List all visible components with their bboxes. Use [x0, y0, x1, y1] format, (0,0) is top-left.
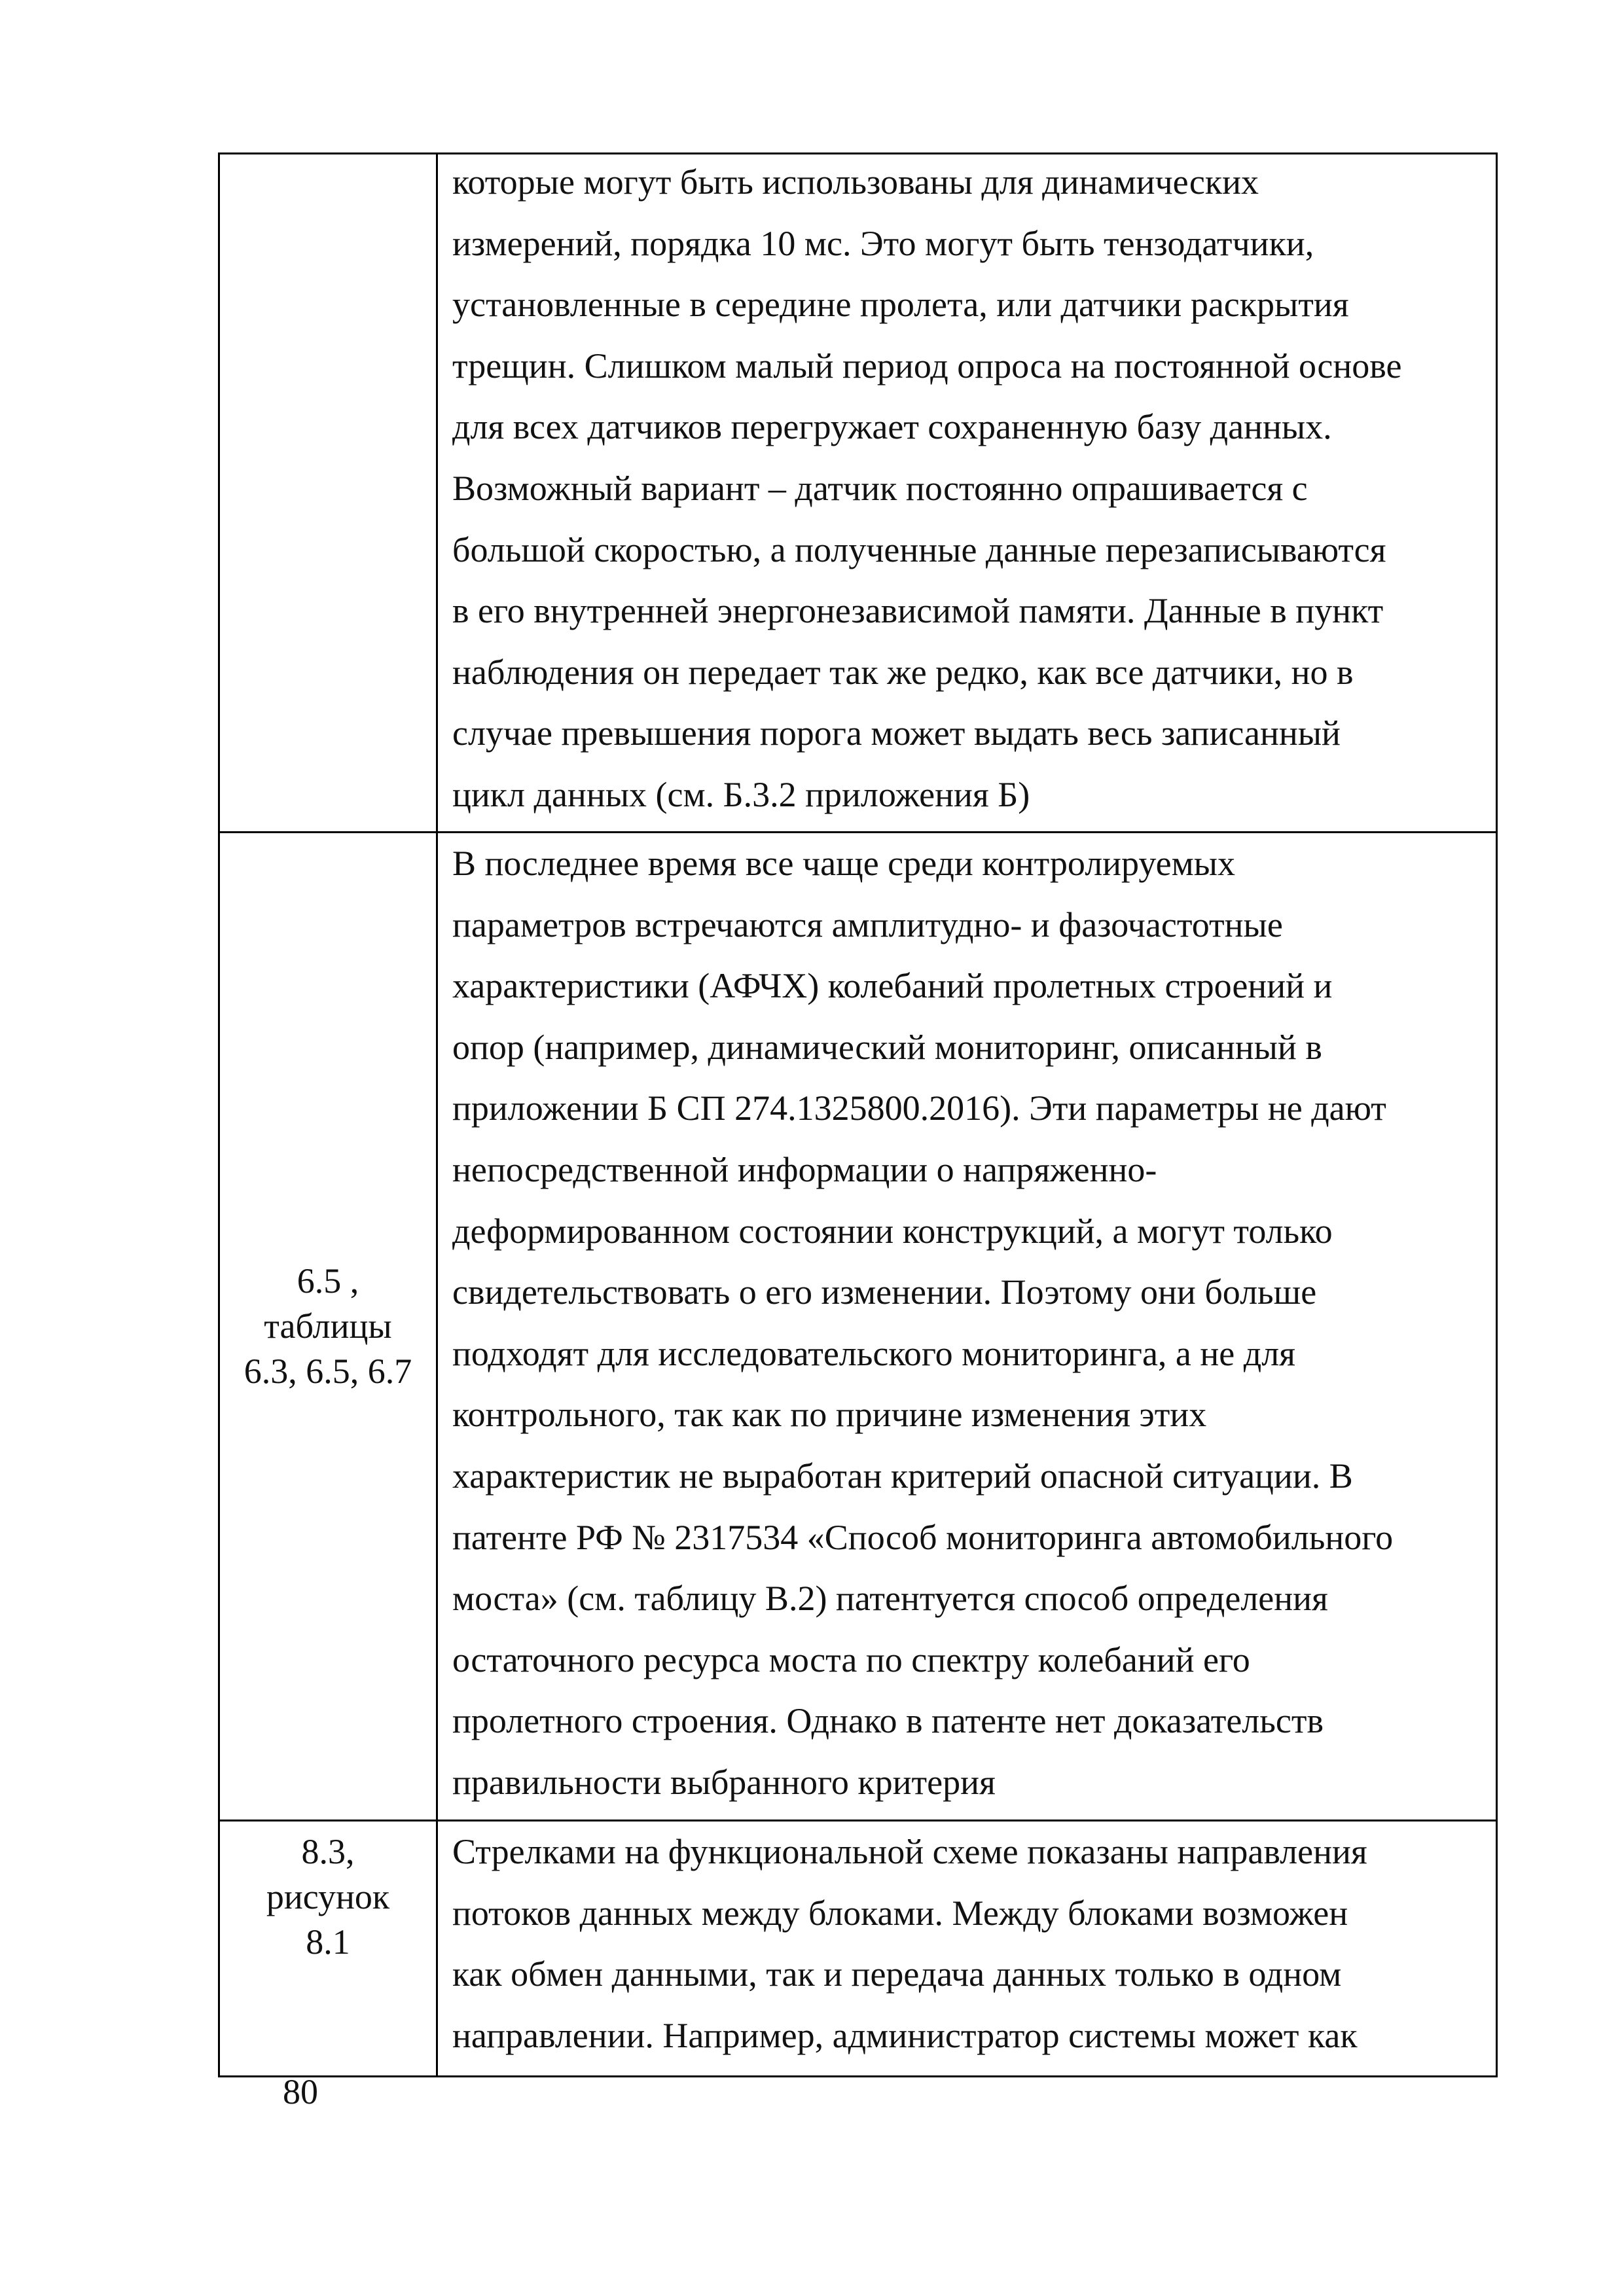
ref-line: 6.5 , — [297, 1261, 359, 1300]
table-text-cell — [437, 833, 1497, 1821]
table-row — [219, 833, 1497, 1821]
text-line: которые могут быть использованы для динамических — [452, 162, 1259, 202]
ref-line: 8.3, — [301, 1832, 355, 1871]
text-line: пролетного строения. Однако в патенте нет доказательств — [452, 1701, 1324, 1741]
text-line: трещин. Слишком малый период опроса на постоянной основе — [452, 346, 1402, 386]
text-line: большой скоростью, а полученные данные перезаписываются — [452, 529, 1386, 569]
table-ref-cell — [219, 154, 437, 833]
text-line: моста» (см. таблицу В.2) патентуется способ определения — [452, 1579, 1328, 1619]
text-line: непосредственной информации о напряженно- — [452, 1149, 1157, 1189]
ref-line: 6.3, 6.5, 6.7 — [244, 1352, 412, 1391]
text-line: приложении Б СП 274.1325800.2016). Эти параметры не дают — [452, 1088, 1386, 1128]
text-line: деформированном состоянии конструкций, а могут только — [452, 1211, 1333, 1251]
text-line: Возможный вариант – датчик постоянно опрашивается с — [452, 468, 1308, 508]
text-line: Стрелками на функциональной схеме показаны направления — [452, 1832, 1367, 1871]
text-line: В последнее время все чаще среди контролируемых — [452, 844, 1236, 883]
ref-line: 8.1 — [306, 1922, 350, 1962]
table-text-cell — [437, 1821, 1497, 2077]
text-line: характеристики (АФЧХ) колебаний пролетных строений и — [452, 966, 1333, 1006]
text-line: опор (например, динамический мониторинг, описанный в — [452, 1027, 1322, 1067]
text-line: наблюдения он передает так же редко, как все датчики, но в — [452, 652, 1354, 692]
table-ref-cell — [219, 1821, 437, 2077]
text-line: потоков данных между блоками. Между блоками возможен — [452, 1893, 1348, 1933]
text-line: патенте РФ № 2317534 «Способ мониторинга автомобильного — [452, 1517, 1394, 1557]
page-number: 80 — [283, 2072, 318, 2111]
text-line: характеристик не выработан критерий опасной ситуации. В — [452, 1456, 1353, 1496]
text-line: подходят для исследовательского мониторинга, а не для — [452, 1333, 1296, 1373]
text-line: цикл данных (см. Б.3.2 приложения Б) — [452, 774, 1030, 814]
table-row — [219, 1821, 1497, 2077]
table-row — [219, 154, 1497, 833]
text-line: измерений, порядка 10 мс. Это могут быть тензодатчики, — [452, 223, 1314, 263]
text-line: направлении. Например, администратор системы может как — [452, 2015, 1358, 2055]
table-ref-cell — [219, 833, 437, 1821]
text-line: остаточного ресурса моста по спектру колебаний его — [452, 1640, 1250, 1679]
ref-line: рисунок — [266, 1877, 390, 1916]
ref-line: таблицы — [264, 1306, 392, 1346]
text-line: установленные в середине пролета, или датчики раскрытия — [452, 285, 1349, 325]
text-line: правильности выбранного критерия — [452, 1762, 996, 1802]
text-line: свидетельствовать о его изменении. Поэтому они больше — [452, 1272, 1317, 1312]
text-line: в его внутренней энергонезависимой памяти. Данные в пункт — [452, 591, 1384, 631]
table-text-cell — [437, 154, 1497, 833]
text-line: контрольного, так как по причине изменения этих — [452, 1395, 1207, 1435]
text-line: случае превышения порога может выдать весь записанный — [452, 713, 1341, 753]
text-line: параметров встречаются амплитудно- и фазочастотные — [452, 905, 1283, 944]
comments-table — [218, 152, 1498, 2077]
text-line: для всех датчиков перегружает сохраненную базу данных. — [452, 407, 1332, 447]
text-line: как обмен данными, так и передача данных только в одном — [452, 1954, 1342, 1994]
